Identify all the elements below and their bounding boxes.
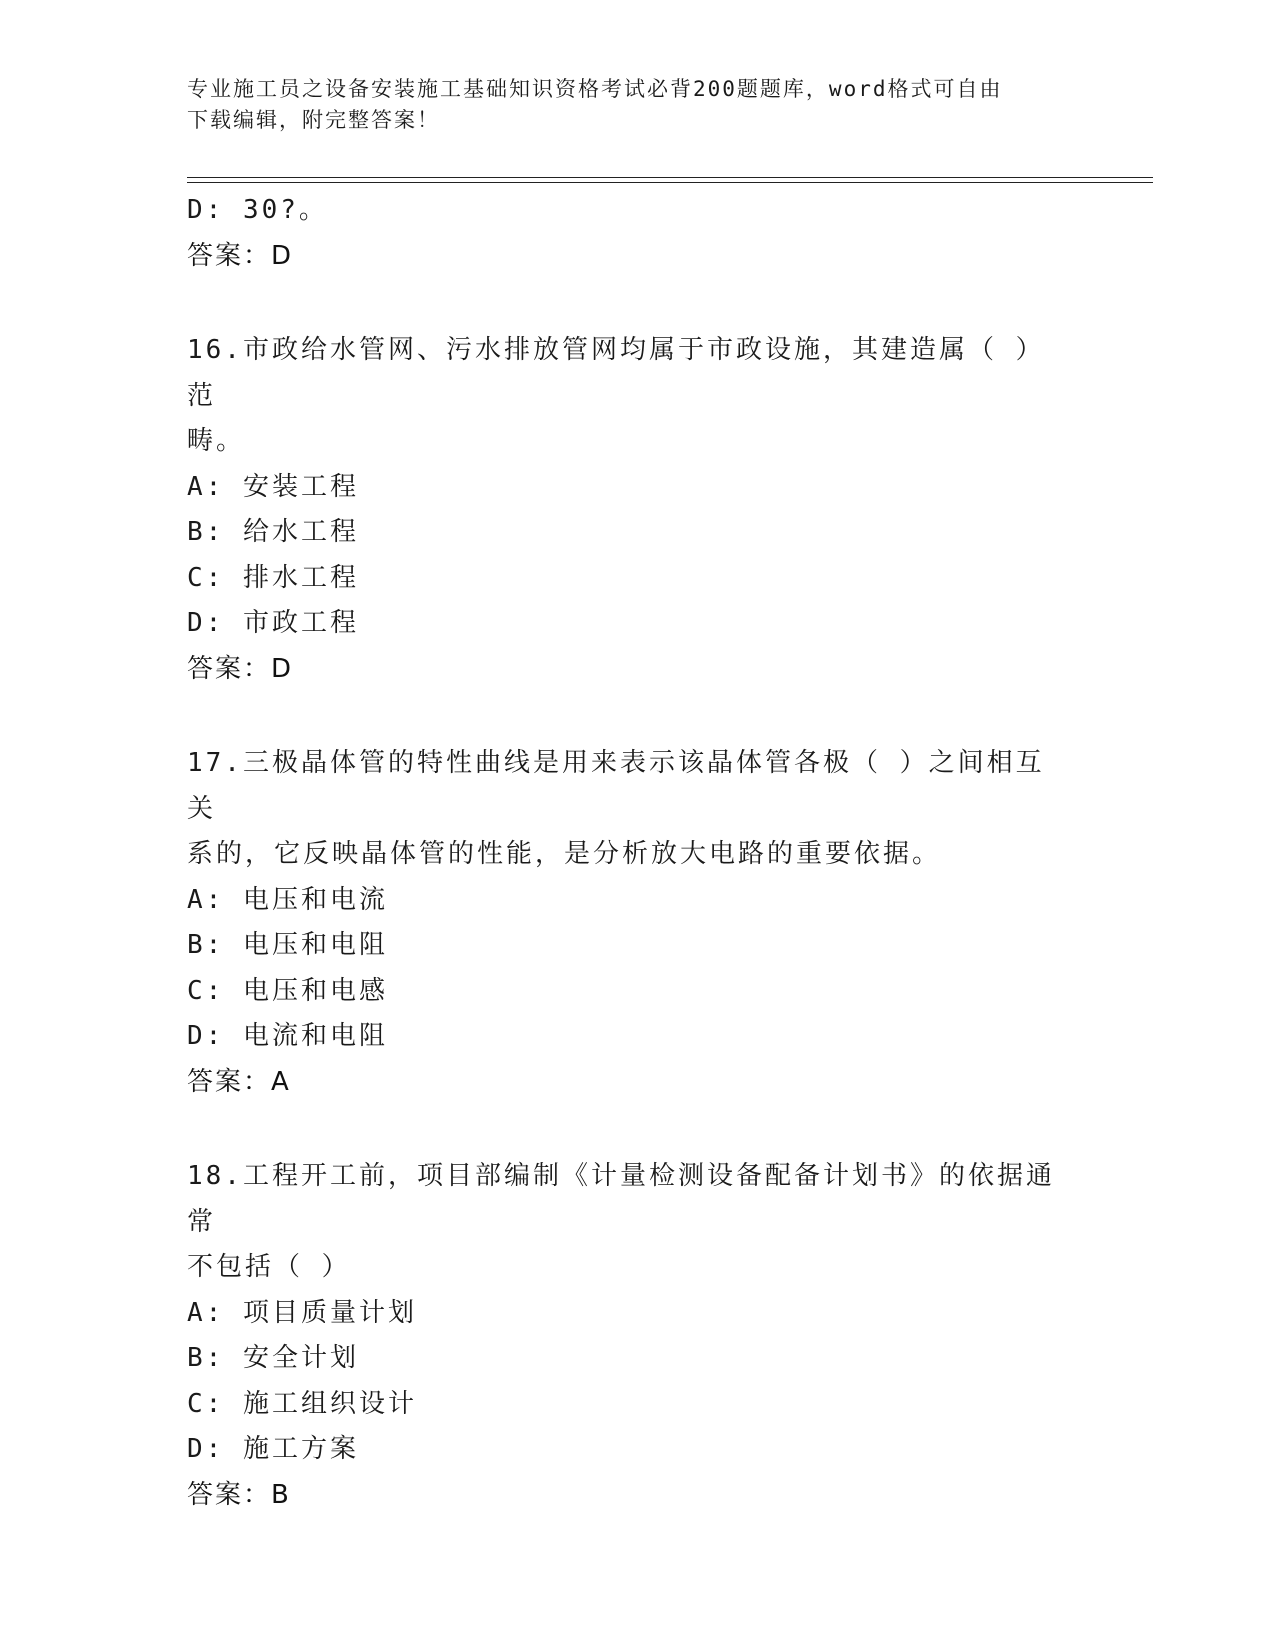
option-c: C: 施工组织设计	[187, 1388, 417, 1419]
question-block-18	[187, 1154, 1087, 1518]
question-text	[187, 741, 1067, 878]
answer: 答案：B	[187, 1479, 291, 1510]
option-c: C: 电压和电感	[187, 975, 388, 1006]
option-b: B: 给水工程	[187, 517, 359, 547]
question-text-line-1: 17.三极晶体管的特性曲线是用来表示该晶体管各极（ ）之间相互关	[187, 748, 1045, 824]
option-d: D: 市政工程	[187, 608, 359, 638]
option-b: B: 电压和电阻	[187, 930, 388, 960]
question-text-line-1: 18.工程开工前，项目部编制《计量检测设备配备计划书》的依据通常	[187, 1161, 1055, 1237]
option-a: A: 项目质量计划	[187, 1297, 417, 1328]
question-text-line-2: 畴。	[187, 426, 246, 456]
header-title-line-2: 下载编辑，附完整答案！	[187, 108, 440, 132]
option-c: C: 排水工程	[187, 562, 359, 593]
option-b: B: 安全计划	[187, 1343, 359, 1373]
header-divider-top	[187, 177, 1153, 178]
option-a: A: 安装工程	[187, 471, 359, 502]
question-text	[187, 328, 1067, 465]
document-header	[187, 74, 1087, 136]
question-block-17	[187, 741, 1087, 1105]
option-d: D: 施工方案	[187, 1434, 359, 1464]
answer: 答案：A	[187, 1066, 291, 1097]
question-text-line-2: 不包括（ ）	[187, 1252, 351, 1282]
prev-question-answer: 答案：D	[187, 240, 294, 271]
header-divider-bottom	[187, 182, 1153, 183]
prev-question-option-d: D: 30?。	[187, 195, 328, 225]
question-text-line-2: 系的，它反映晶体管的性能，是分析放大电路的重要依据。	[187, 839, 942, 869]
option-d: D: 电流和电阻	[187, 1021, 388, 1051]
question-block-16	[187, 328, 1087, 692]
option-a: A: 电压和电流	[187, 884, 388, 915]
answer: 答案：D	[187, 653, 294, 684]
question-text-line-1: 16.市政给水管网、污水排放管网均属于市政设施，其建造属（ ）范	[187, 335, 1045, 411]
question-text	[187, 1154, 1067, 1291]
document-body	[187, 188, 1087, 1518]
header-title-line-1: 专业施工员之设备安装施工基础知识资格考试必背200题题库，word格式可自由	[187, 77, 1003, 101]
